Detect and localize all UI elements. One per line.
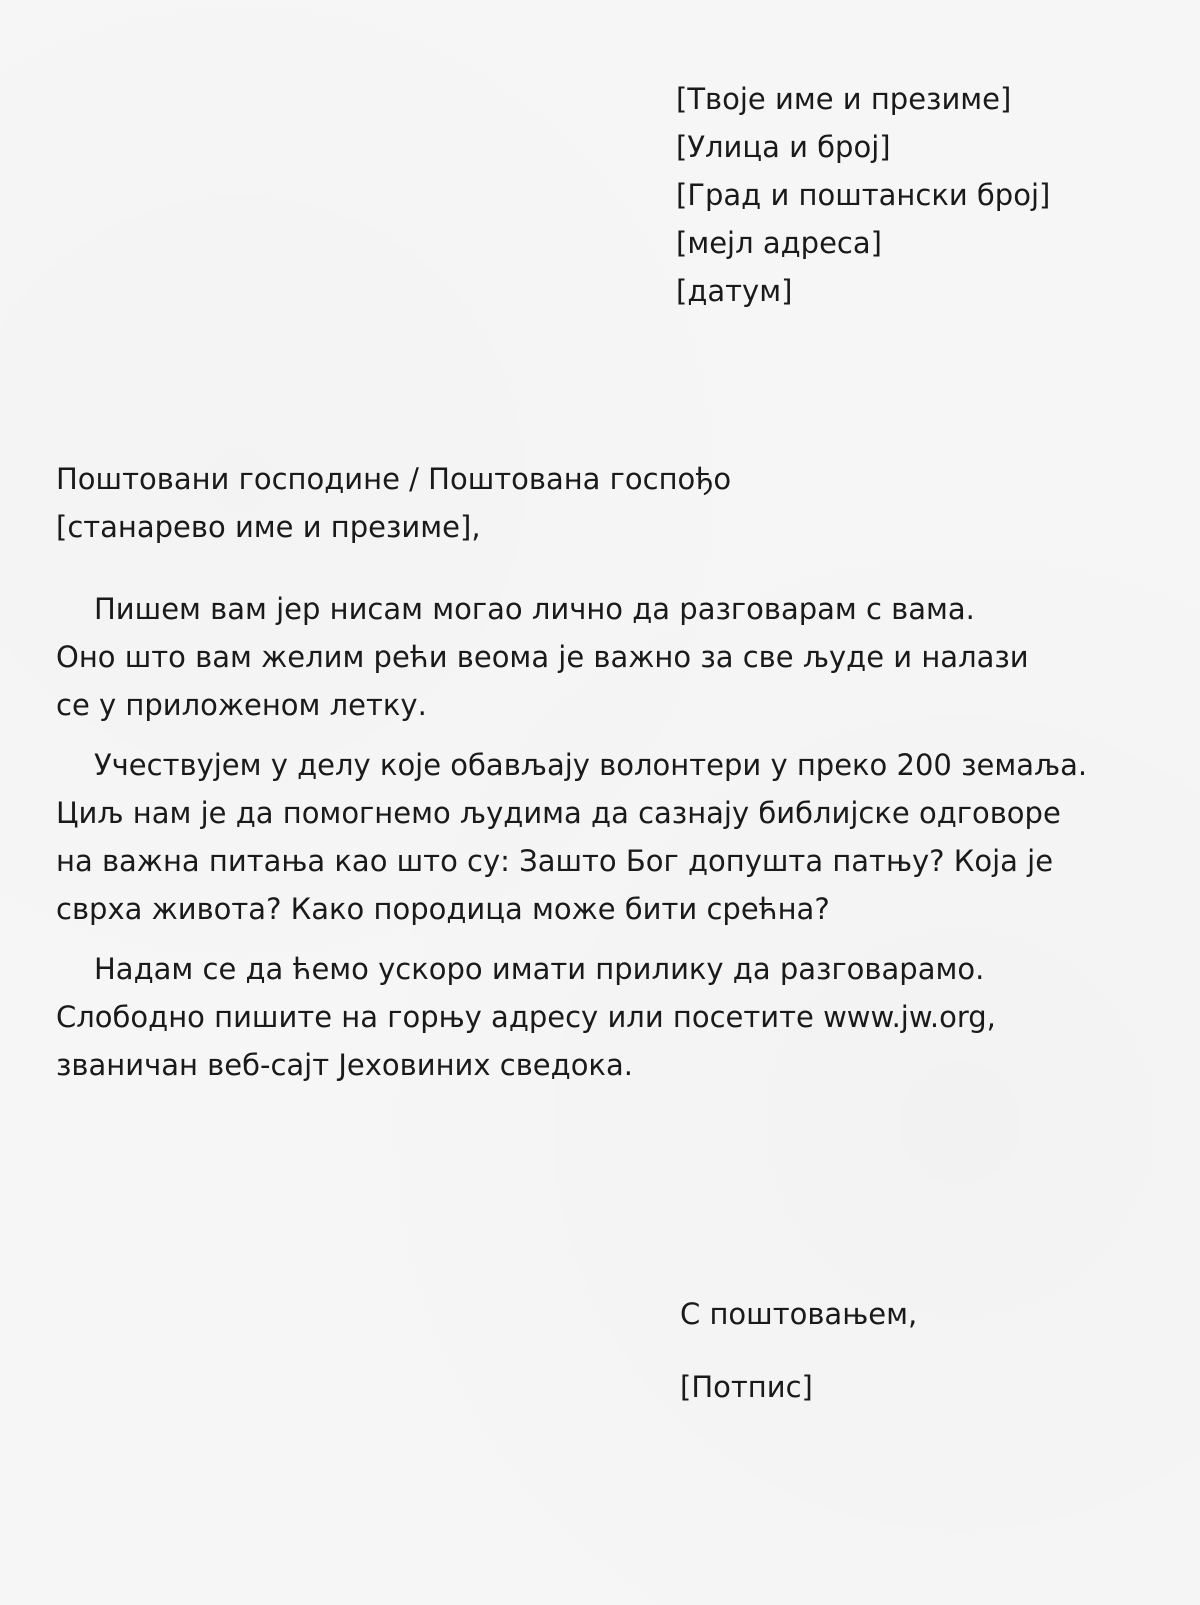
salutation (56, 455, 731, 551)
closing: С поштовањем, (680, 1297, 918, 1331)
sender-street: [Улица и број] (676, 130, 891, 164)
paragraph-3-line-2: Слободно пишите на горњу адресу или посетите www.jw.org, (56, 1000, 996, 1034)
salutation-line-2: [станарево име и презиме], (56, 510, 481, 544)
paragraph-3-line-3: званичан веб-сајт Јеховиних сведока. (56, 1048, 633, 1082)
paragraph-3-line-1: Надам се да ћемо ускоро имати прилику да разговарамо. (94, 952, 985, 986)
paragraph-2-line-4: сврха живота? Како породица може бити срећна? (56, 892, 830, 926)
paragraph-1-line-1: Пишем вам јер нисам могао лично да разговарам с вама. (94, 592, 975, 626)
paragraph-2-line-1: Учествујем у делу које обављају волонтери у преко 200 земаља. (94, 748, 1088, 782)
paragraph-1 (56, 585, 1156, 729)
paragraph-2 (56, 741, 1156, 933)
sender-address-block (676, 75, 1050, 315)
paragraph-3 (56, 945, 1156, 1089)
sender-city: [Град и поштански број] (676, 178, 1051, 212)
paragraph-2-line-2: Циљ нам је да помогнемо људима да сазнају библијске одговоре (56, 796, 1061, 830)
paragraph-1-line-3: се у приложеном летку. (56, 688, 427, 722)
letter-date: [датум] (676, 274, 793, 308)
sender-email: [мејл адреса] (676, 226, 882, 260)
paragraph-2-line-3: на важна питања као што су: Зашто Бог допушта патњу? Која је (56, 844, 1054, 878)
sender-name: [Твоје име и презиме] (676, 82, 1012, 116)
signature-placeholder: [Потпис] (680, 1370, 813, 1404)
paragraph-1-line-2: Оно што вам желим рећи веома је важно за све људе и налази (56, 640, 1029, 674)
letter-body (56, 585, 1156, 1101)
salutation-line-1: Поштовани господине / Поштована госпођо (56, 462, 732, 496)
